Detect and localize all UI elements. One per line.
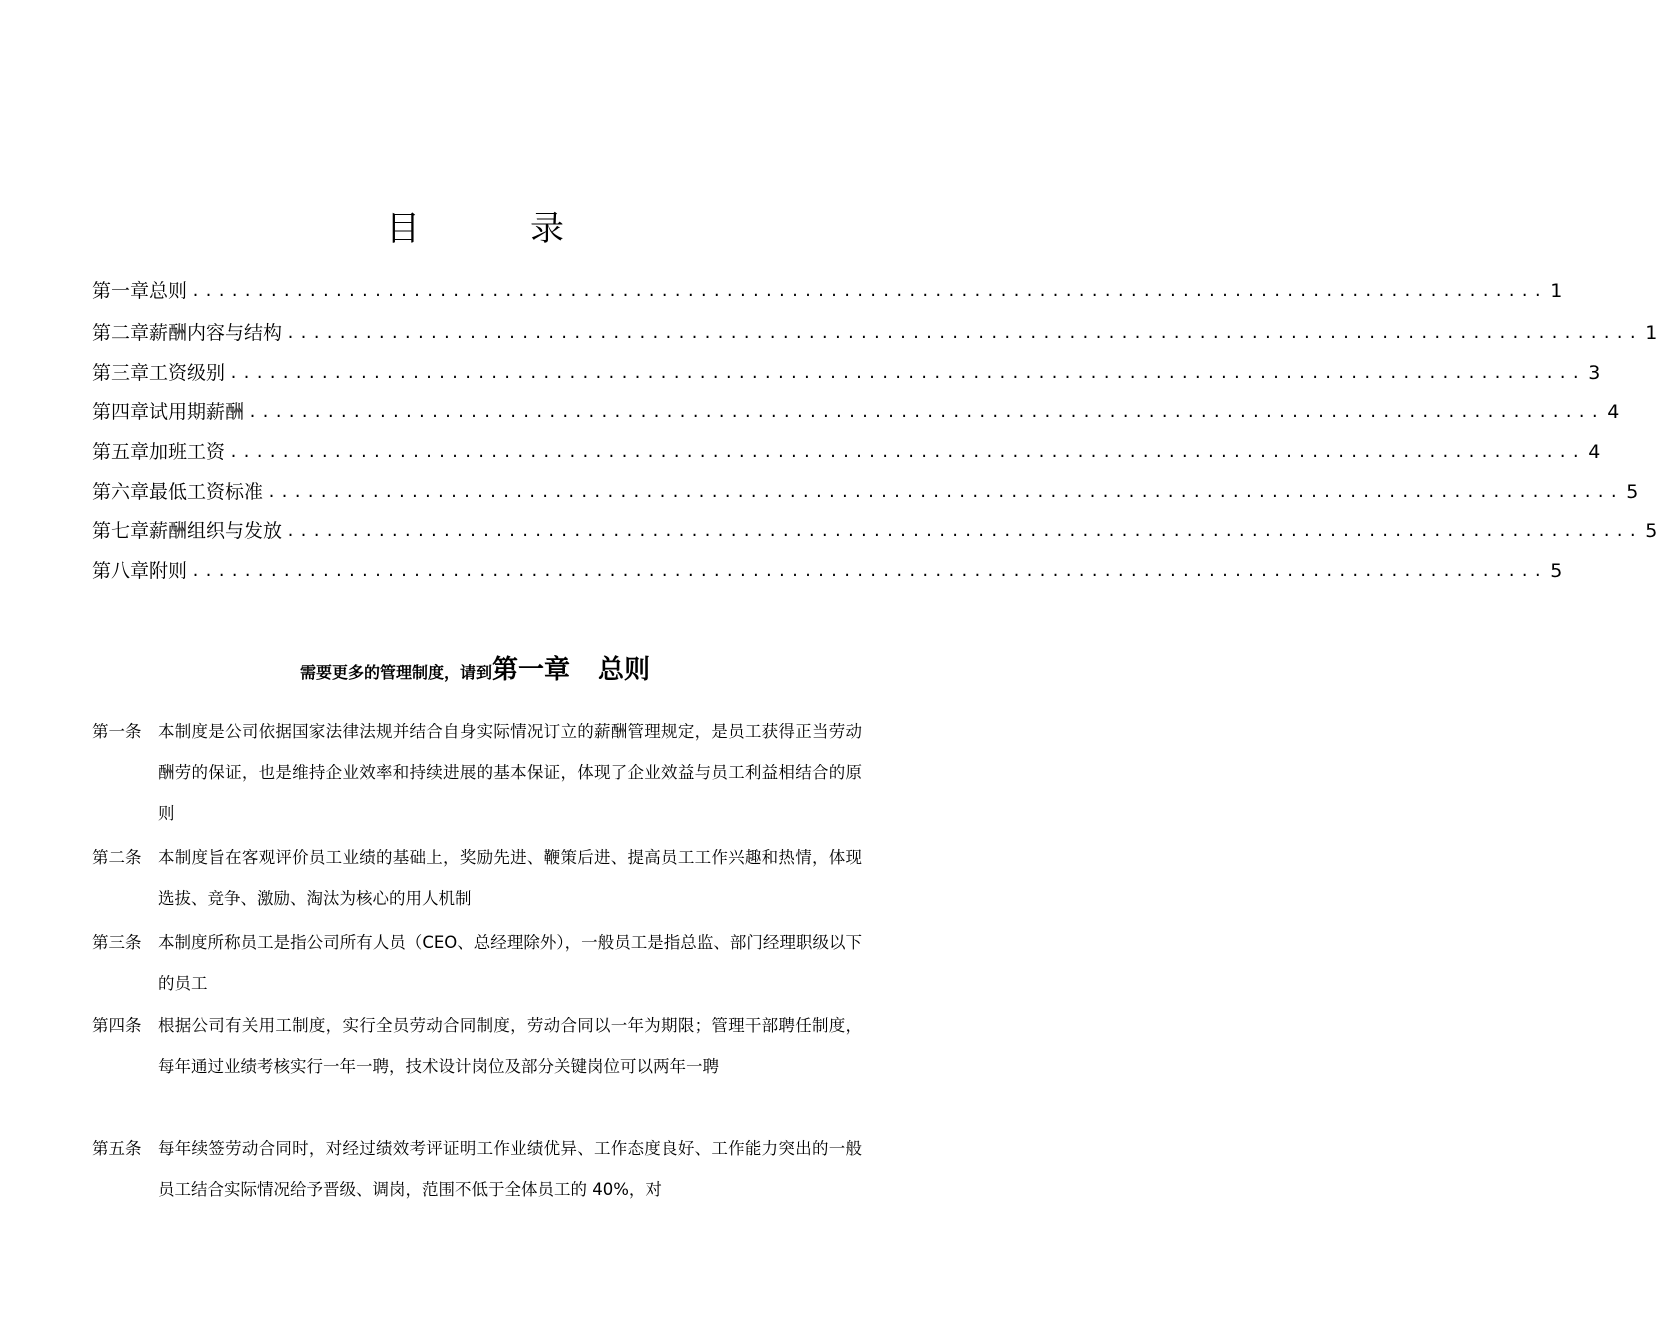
toc-page-number: 5 <box>1550 560 1563 582</box>
article-text: 本制度是公司依据国家法律法规并结合自身实际情况订立的薪酬管理规定，是员工获得正当劳动酬劳的保证，也是维持企业效率和持续进展的基本保证，体现了企业效益与员工利益相结合的原则 <box>158 722 862 823</box>
toc-dot-leader: ........................................................................................................ <box>267 483 1623 501</box>
article-label: 第五条 <box>92 1139 142 1158</box>
toc-chapter-label: 第七章 <box>92 520 150 542</box>
toc-entry-2[interactable] <box>92 318 1657 348</box>
toc-page-number: 4 <box>1588 441 1601 463</box>
toc-page-number: 4 <box>1607 401 1620 423</box>
article-label: 第二条 <box>92 848 142 867</box>
toc-entry-7[interactable] <box>92 516 1657 546</box>
toc-dot-leader: ........................................................................................................ <box>229 443 1585 461</box>
toc-dot-leader: ........................................................................................................ <box>229 364 1585 382</box>
article-label: 第四条 <box>92 1016 142 1035</box>
toc-chapter-name: 加班工资 <box>149 441 226 463</box>
toc-chapter-label: 第一章 <box>92 280 150 302</box>
toc-entry-5[interactable] <box>92 437 1601 467</box>
article-3 <box>92 922 862 1004</box>
toc-dot-leader: ........................................................................................................ <box>248 403 1604 421</box>
article-text: 本制度旨在客观评价员工业绩的基础上，奖励先进、鞭策后进、提高员工工作兴趣和热情，体现选拔、竞争、激励、淘汰为核心的用人机制 <box>158 848 862 908</box>
toc-dot-leader: ........................................................................................................ <box>191 562 1547 580</box>
toc-page-number: 3 <box>1588 362 1601 384</box>
toc-page-number: 1 <box>1550 280 1563 302</box>
toc-chapter-label: 第六章 <box>92 481 150 503</box>
article-text: 根据公司有关用工制度，实行全员劳动合同制度，劳动合同以一年为期限；管理干部聘任制度，每年通过业绩考核实行一年一聘，技术设计岗位及部分关键岗位可以两年一聘 <box>158 1016 862 1076</box>
chapter-heading <box>0 648 950 695</box>
promo-text[interactable]: 需要更多的管理制度，请到 <box>299 663 492 682</box>
toc-chapter-label: 第四章 <box>92 401 150 423</box>
toc-chapter-name: 工资级别 <box>149 362 226 384</box>
toc-chapter-name: 总则 <box>149 280 188 302</box>
article-5 <box>92 1128 862 1210</box>
toc-chapter-label: 第三章 <box>92 362 150 384</box>
toc-entry-4[interactable] <box>92 397 1620 427</box>
toc-chapter-label: 第二章 <box>92 322 150 344</box>
article-label: 第一条 <box>92 722 142 741</box>
toc-chapter-name: 附则 <box>149 560 188 582</box>
toc-page-number: 1 <box>1645 322 1657 344</box>
toc-chapter-label: 第五章 <box>92 441 150 463</box>
toc-entry-1[interactable] <box>92 276 1563 306</box>
article-label: 第三条 <box>92 933 142 952</box>
toc-dot-leader: ........................................................................................................ <box>191 282 1547 300</box>
toc-page-number: 5 <box>1626 481 1639 503</box>
toc-entry-8[interactable] <box>92 556 1563 586</box>
toc-chapter-label: 第八章 <box>92 560 150 582</box>
toc-chapter-name: 试用期薪酬 <box>149 401 245 423</box>
article-1 <box>92 711 862 834</box>
toc-title: 目 录 <box>386 209 602 249</box>
toc-entry-6[interactable] <box>92 477 1639 507</box>
toc-chapter-name: 薪酬组织与发放 <box>149 520 283 542</box>
article-2 <box>92 837 862 919</box>
article-text: 每年续签劳动合同时，对经过绩效考评证明工作业绩优异、工作态度良好、工作能力突出的一般员工结合实际情况给予晋级、调岗，范围不低于全体员工的 40%，对 <box>158 1139 862 1199</box>
chapter-label: 第一章 <box>491 655 570 685</box>
article-text: 本制度所称员工是指公司所有人员（CEO、总经理除外），一般员工是指总监、部门经理职级以下的员工 <box>158 933 862 993</box>
toc-entry-3[interactable] <box>92 358 1601 388</box>
toc-dot-leader: ........................................................................................................ <box>286 324 1642 342</box>
toc-chapter-name: 薪酬内容与结构 <box>149 322 283 344</box>
toc-dot-leader: ........................................................................................................ <box>286 522 1642 540</box>
article-4 <box>92 1005 862 1087</box>
toc-page-number: 5 <box>1645 520 1657 542</box>
toc-chapter-name: 最低工资标准 <box>149 481 264 503</box>
chapter-title: 总则 <box>598 655 651 685</box>
